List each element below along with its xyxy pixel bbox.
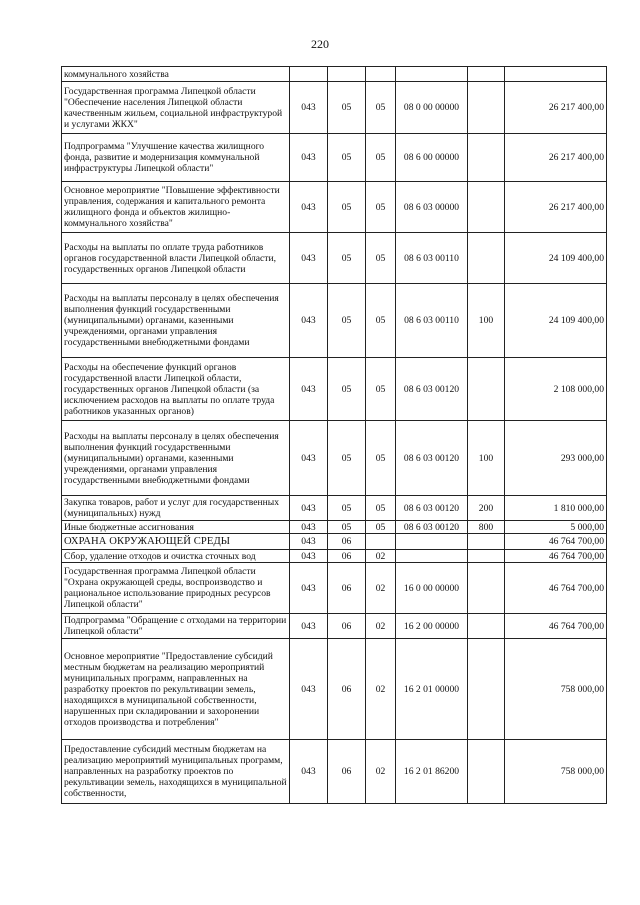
expense-type-cell: 800 (468, 521, 505, 534)
subsection-code-cell: 05 (366, 182, 396, 233)
item-name-cell: Предоставление субсидий местным бюджетам на реализацию мероприятий муниципальных программ, направленных на разработку проектов по рекультивации земель, находящихся в муниципальной собственности, (62, 740, 290, 804)
target-article-cell: 16 2 00 00000 (396, 614, 468, 639)
amount-cell (505, 67, 607, 82)
target-article-cell: 08 6 03 00120 (396, 521, 468, 534)
item-name-cell: Государственная программа Липецкой области "Охрана окружающей среды, воспроизводство и рациональное использование природных ресурсов Липецкой области" (62, 563, 290, 614)
amount-cell: 2 108 000,00 (505, 358, 607, 421)
table-row (62, 182, 607, 233)
amount-cell: 293 000,00 (505, 421, 607, 496)
table-row (62, 284, 607, 358)
section-code-cell: 06 (328, 614, 366, 639)
admin-code-cell: 043 (290, 82, 328, 134)
item-name-cell: Государственная программа Липецкой области "Обеспечение населения Липецкой области качественным жильем, социальной инфраструктурой и услугами ЖКХ" (62, 82, 290, 134)
admin-code-cell: 043 (290, 740, 328, 804)
target-article-cell: 08 6 03 00000 (396, 182, 468, 233)
target-article-cell: 08 6 03 00120 (396, 496, 468, 521)
item-name-cell: ОХРАНА ОКРУЖАЮЩЕЙ СРЕДЫ (62, 534, 290, 550)
section-code-cell: 06 (328, 740, 366, 804)
expense-type-cell (468, 233, 505, 284)
section-code-cell: 06 (328, 563, 366, 614)
item-name-cell: Сбор, удаление отходов и очистка сточных вод (62, 550, 290, 563)
subsection-code-cell: 05 (366, 233, 396, 284)
admin-code-cell: 043 (290, 134, 328, 182)
amount-cell: 1 810 000,00 (505, 496, 607, 521)
subsection-code-cell: 02 (366, 550, 396, 563)
subsection-code-cell: 05 (366, 134, 396, 182)
expense-type-cell (468, 534, 505, 550)
admin-code-cell (290, 67, 328, 82)
expense-type-cell: 100 (468, 421, 505, 496)
table-row (62, 740, 607, 804)
target-article-cell: 08 6 03 00110 (396, 284, 468, 358)
expense-type-cell (468, 82, 505, 134)
item-name-cell: Расходы на обеспечение функций органов государственной власти Липецкой области, государственных органов Липецкой области (за исключением расходов на выплаты по оплате труда работников указанных органов) (62, 358, 290, 421)
table-row (62, 421, 607, 496)
section-code-cell: 05 (328, 233, 366, 284)
section-code-cell: 05 (328, 134, 366, 182)
target-article-cell: 08 6 03 00110 (396, 233, 468, 284)
table-row (62, 82, 607, 134)
section-code-cell: 05 (328, 421, 366, 496)
target-article-cell: 08 6 03 00120 (396, 358, 468, 421)
section-code-cell: 05 (328, 496, 366, 521)
section-code-cell: 05 (328, 284, 366, 358)
table-row (62, 550, 607, 563)
subsection-code-cell: 02 (366, 563, 396, 614)
table-row (62, 358, 607, 421)
expense-type-cell (468, 182, 505, 233)
amount-cell: 46 764 700,00 (505, 534, 607, 550)
admin-code-cell: 043 (290, 550, 328, 563)
subsection-code-cell: 02 (366, 614, 396, 639)
table-row (62, 134, 607, 182)
target-article-cell: 08 6 00 00000 (396, 134, 468, 182)
amount-cell: 24 109 400,00 (505, 284, 607, 358)
table-row (62, 233, 607, 284)
subsection-code-cell (366, 67, 396, 82)
section-code-cell: 05 (328, 82, 366, 134)
subsection-code-cell: 05 (366, 82, 396, 134)
expense-type-cell (468, 740, 505, 804)
target-article-cell: 16 0 00 00000 (396, 563, 468, 614)
admin-code-cell: 043 (290, 563, 328, 614)
amount-cell: 758 000,00 (505, 639, 607, 740)
amount-cell: 5 000,00 (505, 521, 607, 534)
section-code-cell: 05 (328, 182, 366, 233)
amount-cell: 46 764 700,00 (505, 563, 607, 614)
expense-type-cell (468, 550, 505, 563)
table-row (62, 563, 607, 614)
item-name-cell: Иные бюджетные ассигнования (62, 521, 290, 534)
section-code-cell: 06 (328, 534, 366, 550)
table-row (62, 614, 607, 639)
table-row (62, 639, 607, 740)
admin-code-cell: 043 (290, 614, 328, 639)
admin-code-cell: 043 (290, 182, 328, 233)
table-row (62, 521, 607, 534)
target-article-cell (396, 67, 468, 82)
section-code-cell: 06 (328, 550, 366, 563)
amount-cell: 26 217 400,00 (505, 134, 607, 182)
admin-code-cell: 043 (290, 534, 328, 550)
subsection-code-cell: 05 (366, 358, 396, 421)
admin-code-cell: 043 (290, 233, 328, 284)
subsection-code-cell: 05 (366, 496, 396, 521)
item-name-cell: Расходы на выплаты по оплате труда работников органов государственной власти Липецкой области, государственных органов Липецкой области (62, 233, 290, 284)
table-row (62, 534, 607, 550)
amount-cell: 26 217 400,00 (505, 82, 607, 134)
admin-code-cell: 043 (290, 521, 328, 534)
target-article-cell: 08 6 03 00120 (396, 421, 468, 496)
expense-type-cell (468, 134, 505, 182)
amount-cell: 26 217 400,00 (505, 182, 607, 233)
expense-type-cell: 100 (468, 284, 505, 358)
item-name-cell: Основное мероприятие "Повышение эффективности управления, содержания и капитального ремонта жилищного фонда и объектов жилищно-коммунального хозяйства" (62, 182, 290, 233)
table-body (62, 67, 607, 804)
target-article-cell: 16 2 01 00000 (396, 639, 468, 740)
expense-type-cell (468, 358, 505, 421)
admin-code-cell: 043 (290, 421, 328, 496)
amount-cell: 46 764 700,00 (505, 550, 607, 563)
target-article-cell (396, 534, 468, 550)
admin-code-cell: 043 (290, 284, 328, 358)
subsection-code-cell: 05 (366, 284, 396, 358)
item-name-cell: коммунального хозяйства (62, 67, 290, 82)
item-name-cell: Основное мероприятие "Предоставление субсидий местным бюджетам на реализацию мероприятий муниципальных программ, направленных на разработку проектов по рекультивации земель, находящихся в муниципальной собственности, нарушенных при складировании и захоронении отходов производства и потребления" (62, 639, 290, 740)
subsection-code-cell: 05 (366, 421, 396, 496)
expense-type-cell: 200 (468, 496, 505, 521)
expense-type-cell (468, 614, 505, 639)
expense-type-cell (468, 563, 505, 614)
expense-type-cell (468, 639, 505, 740)
section-code-cell: 05 (328, 521, 366, 534)
subsection-code-cell: 02 (366, 740, 396, 804)
target-article-cell: 16 2 01 86200 (396, 740, 468, 804)
subsection-code-cell: 02 (366, 639, 396, 740)
admin-code-cell: 043 (290, 496, 328, 521)
target-article-cell (396, 550, 468, 563)
amount-cell: 24 109 400,00 (505, 233, 607, 284)
table-row (62, 496, 607, 521)
section-code-cell (328, 67, 366, 82)
item-name-cell: Закупка товаров, работ и услуг для государственных (муниципальных) нужд (62, 496, 290, 521)
expense-type-cell (468, 67, 505, 82)
admin-code-cell: 043 (290, 639, 328, 740)
target-article-cell: 08 0 00 00000 (396, 82, 468, 134)
item-name-cell: Расходы на выплаты персоналу в целях обеспечения выполнения функций государственными (муниципальными) органами, казенными учреждениями, органами управления государственными внебюджетными фондами (62, 421, 290, 496)
item-name-cell: Подпрограмма "Обращение с отходами на территории Липецкой области" (62, 614, 290, 639)
amount-cell: 46 764 700,00 (505, 614, 607, 639)
budget-table (61, 66, 607, 804)
item-name-cell: Подпрограмма "Улучшение качества жилищного фонда, развитие и модернизация коммунальной инфраструктуры Липецкой области" (62, 134, 290, 182)
amount-cell: 758 000,00 (505, 740, 607, 804)
subsection-code-cell: 05 (366, 521, 396, 534)
item-name-cell: Расходы на выплаты персоналу в целях обеспечения выполнения функций государственными (муниципальными) органами, казенными учреждениями, органами управления государственными внебюджетными фондами (62, 284, 290, 358)
table-row (62, 67, 607, 82)
admin-code-cell: 043 (290, 358, 328, 421)
subsection-code-cell (366, 534, 396, 550)
section-code-cell: 05 (328, 358, 366, 421)
section-code-cell: 06 (328, 639, 366, 740)
page-number: 220 (311, 37, 329, 51)
